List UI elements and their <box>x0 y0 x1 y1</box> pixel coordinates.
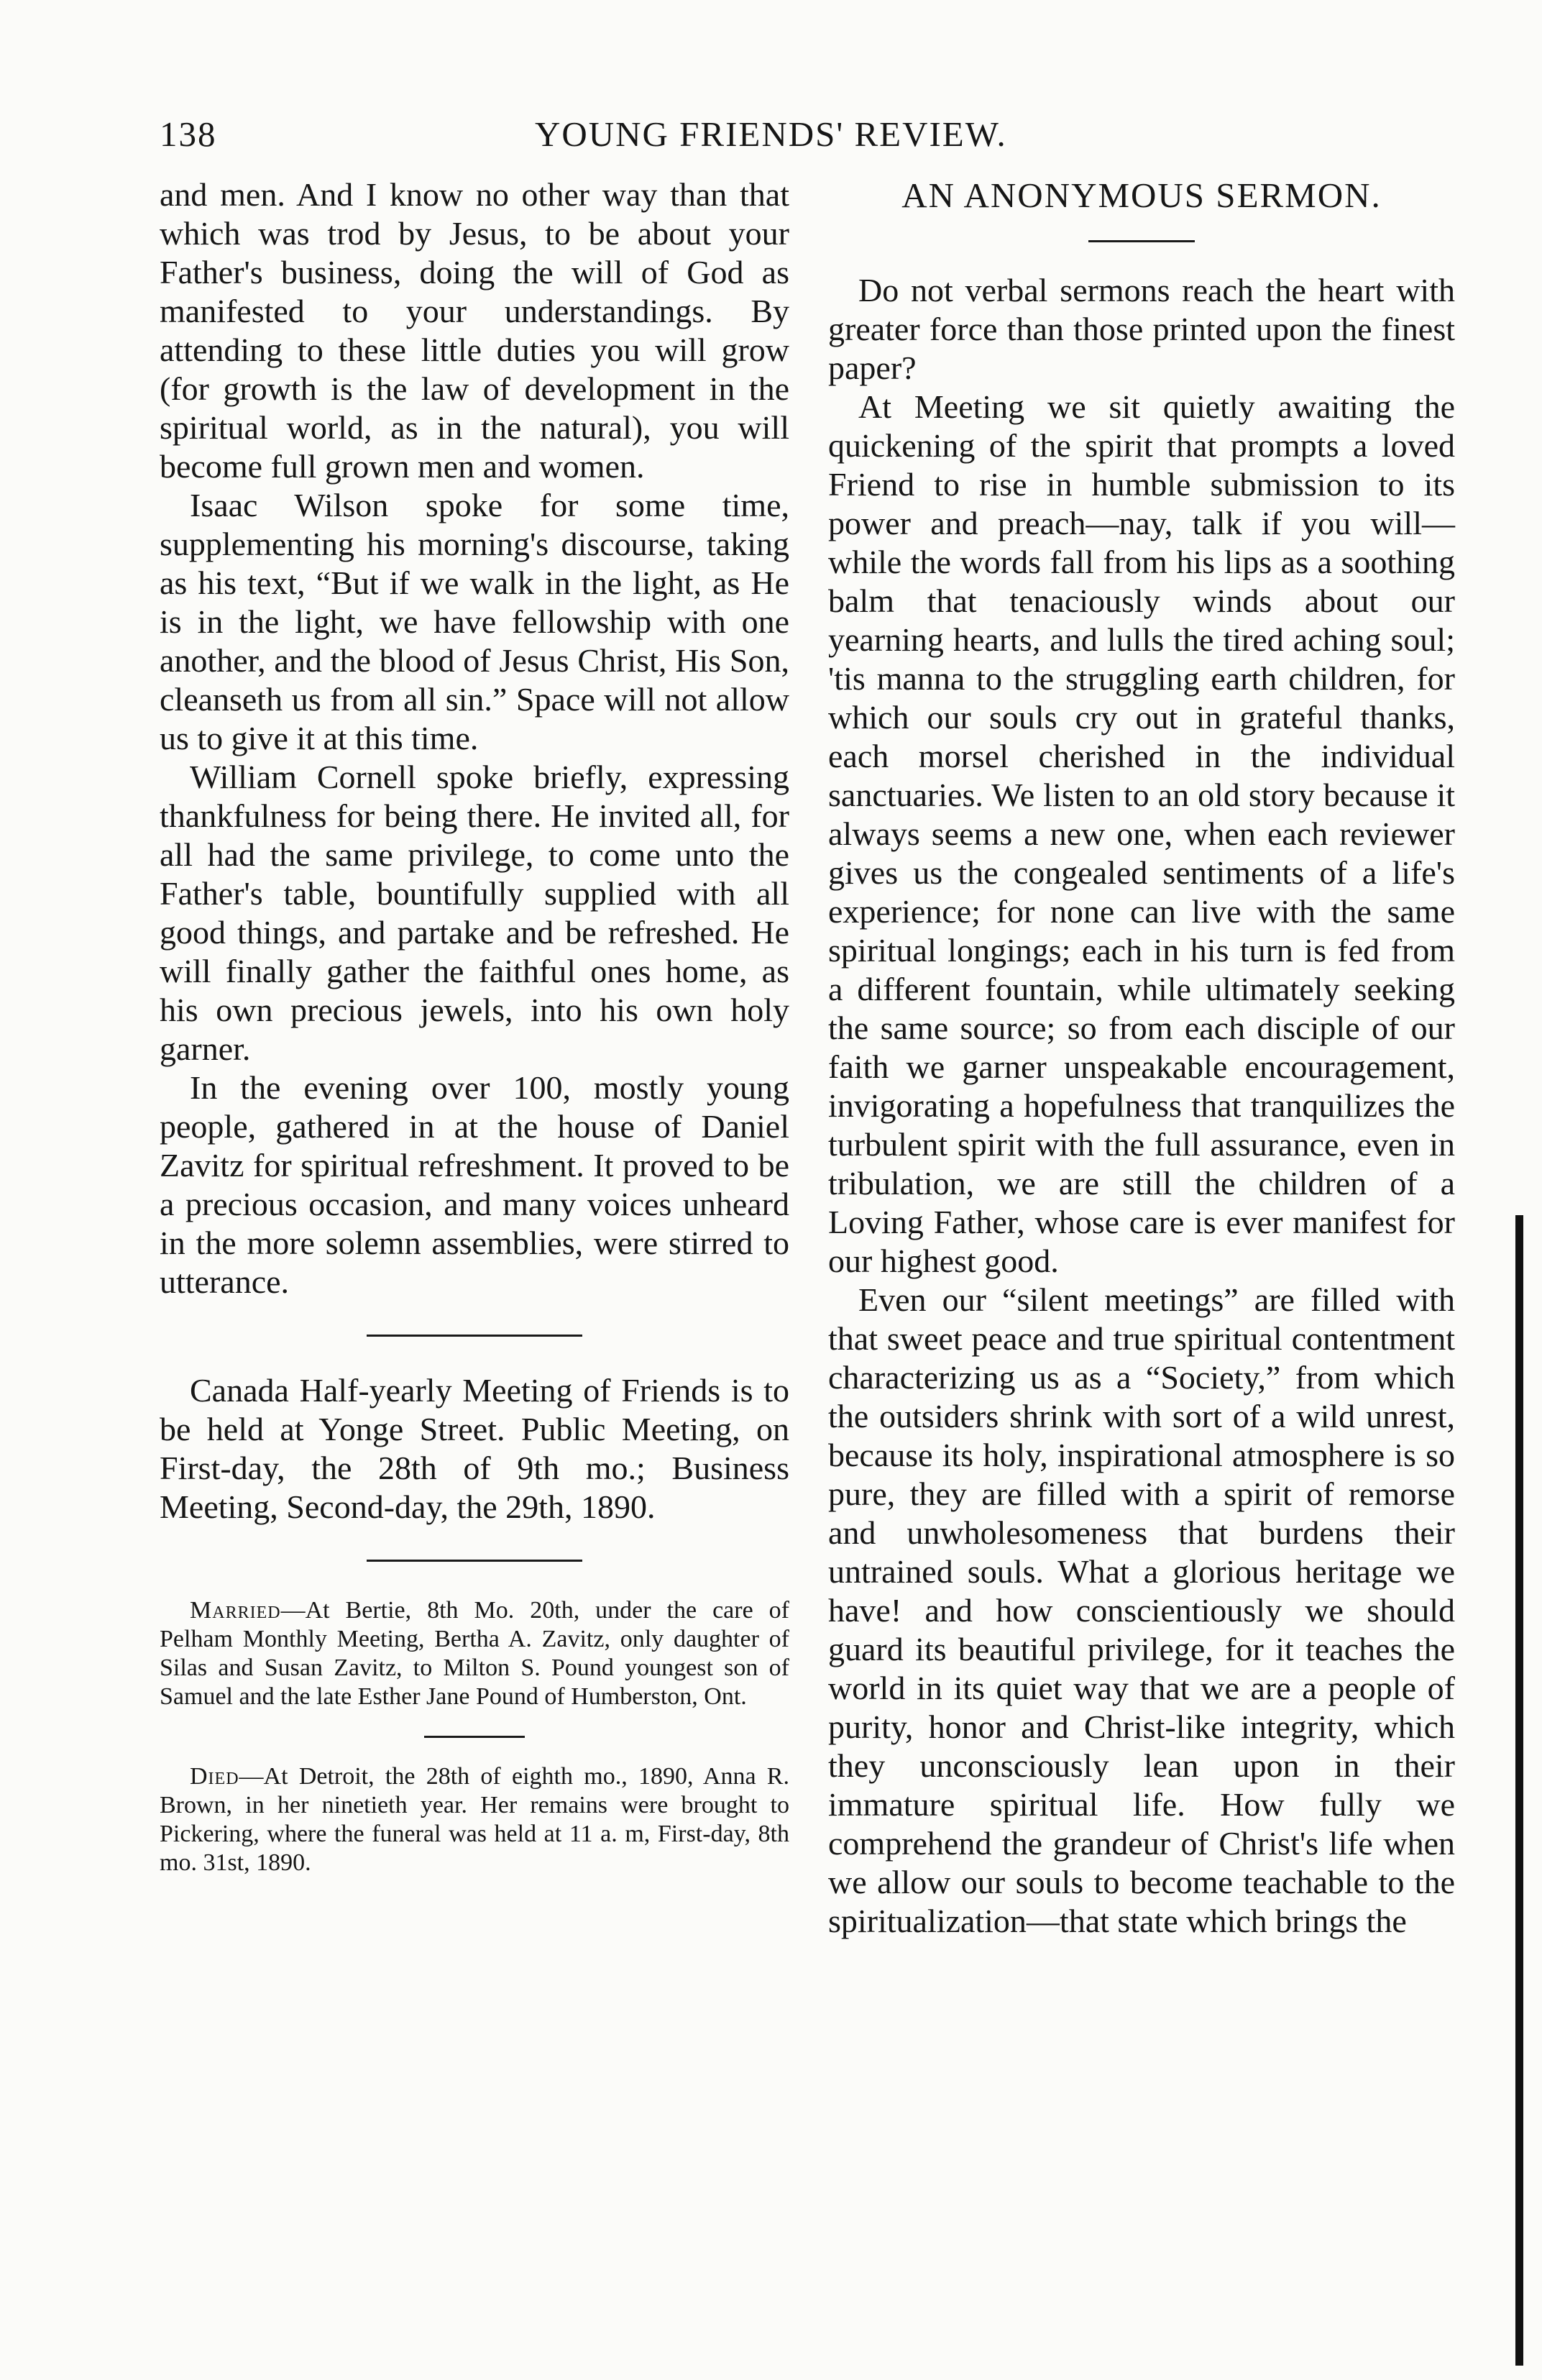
left-paragraph-4: In the evening over 100, mostly young people, gathered in at the house of Daniel Zavitz for spiritual refreshment. It proved to be a precious occasion, and many voices unheard in the more solemn assemblies, were stirred to utterance. <box>160 1069 789 1300</box>
section-divider <box>367 1335 582 1337</box>
died-label: Died <box>190 1763 239 1790</box>
married-notice <box>160 1596 789 1711</box>
journal-title: YOUNG FRIENDS' REVIEW. <box>535 114 1007 154</box>
died-notice <box>160 1762 789 1877</box>
running-head <box>160 114 1454 164</box>
right-paragraph-2: At Meeting we sit quietly awaiting the quickening of the spirit that prompts a loved Friend to rise in humble submission to its power and preach—nay, talk if you will—while the words fall from his lips as a soothing balm that tenaciously winds about our yearning hearts, and lulls the tired aching soul; 'tis manna to the struggling earth children, for which our souls cry out in grateful thanks, each morsel cherished in the individual sanctuaries. We listen to an old story because it always seems a new one, when each reviewer gives us the congealed sentiments of a life's experience; for none can live with the same spiritual longings; each in his turn is fed from a different fountain, while ultimately seeking the same source; so from each disciple of our faith we garner unspeakable encouragement, invigorating a hopefulness that tranquilizes the turbulent spirit with the full assurance, even in tribulation, we are still the children of a Loving Father, whose care is ever manifest for our highest good. <box>828 388 1455 1279</box>
right-paragraph-3: Even our “silent meetings” are filled with that sweet peace and true spiritual contentment characterizing us as a “Society,” from which the outsiders shrink with sort of a wild unrest, because its holy, inspirational atmosphere is so pure, they are filled with a spirit of remorse and unwholesomeness that burdens their untrained souls. What a glorious heritage we have! and how conscientiously we should guard its beautiful privilege, for it teaches the world in its quiet way that we are a people of purity, honor and Christ-like integrity, which they unconsciously lean upon in their immature spiritual life. How fully we comprehend the grandeur of Christ's life when we allow our souls to become teachable to the spiritualization—that state which brings the <box>828 1281 1455 1939</box>
married-label: Married <box>190 1597 281 1624</box>
section-divider <box>367 1560 582 1562</box>
right-column <box>828 175 1455 1941</box>
right-paragraph-1: Do not verbal sermons reach the heart with greater force than those printed upon the finest paper? <box>828 272 1455 386</box>
notice-divider <box>424 1736 525 1738</box>
left-paragraph-1: and men. And I know no other way than that which was trod by Jesus, to be about your Father's business, doing the will of God as manifested to your understandings. By attending to these little duties you will grow (for growth is the law of development in the spiritual world, as in the natural), you will become full grown men and women. <box>160 176 789 485</box>
page-edge-shadow <box>1515 1215 1523 2366</box>
married-text: —At Bertie, 8th Mo. 20th, under the care of Pelham Monthly Meeting, Bertha A. Zavitz, only daughter of Silas and Susan Zavitz, to Milton S. Pound youngest son of Samuel and the late Esther Jane Pound of Humberston, Ont. <box>160 1597 789 1710</box>
meeting-notice: Canada Half-yearly Meeting of Friends is to be held at Yonge Street. Public Meeting, on First-day, the 28th of 9th mo.; Business Meeting, Second-day, the 29th, 1890. <box>160 1372 789 1525</box>
article-title: AN ANONYMOUS SERMON. <box>901 175 1382 215</box>
title-divider <box>1088 240 1195 242</box>
page-number: 138 <box>160 114 217 154</box>
left-paragraph-3: William Cornell spoke briefly, expressing thankfulness for being there. He invited all, for all had the same privilege, to come unto the Father's table, bountifully supplied with all good things, and partake and be refreshed. He will finally gather the faithful ones home, as his own precious jewels, into his own holy garner. <box>160 759 789 1067</box>
left-column <box>160 175 789 1877</box>
died-text: —At Detroit, the 28th of eighth mo., 1890, Anna R. Brown, in her ninetieth year. Her remains were brought to Pickering, where the funeral was held at 11 a. m, First-day, 8th mo. 31st, 1890. <box>160 1763 789 1876</box>
left-paragraph-2: Isaac Wilson spoke for some time, supplementing his morning's discourse, taking as his text, “But if we walk in the light, as He is in the light, we have fellowship with one another, and the blood of Jesus Christ, His Son, cleanseth us from all sin.” Space will not allow us to give it at this time. <box>160 487 789 756</box>
